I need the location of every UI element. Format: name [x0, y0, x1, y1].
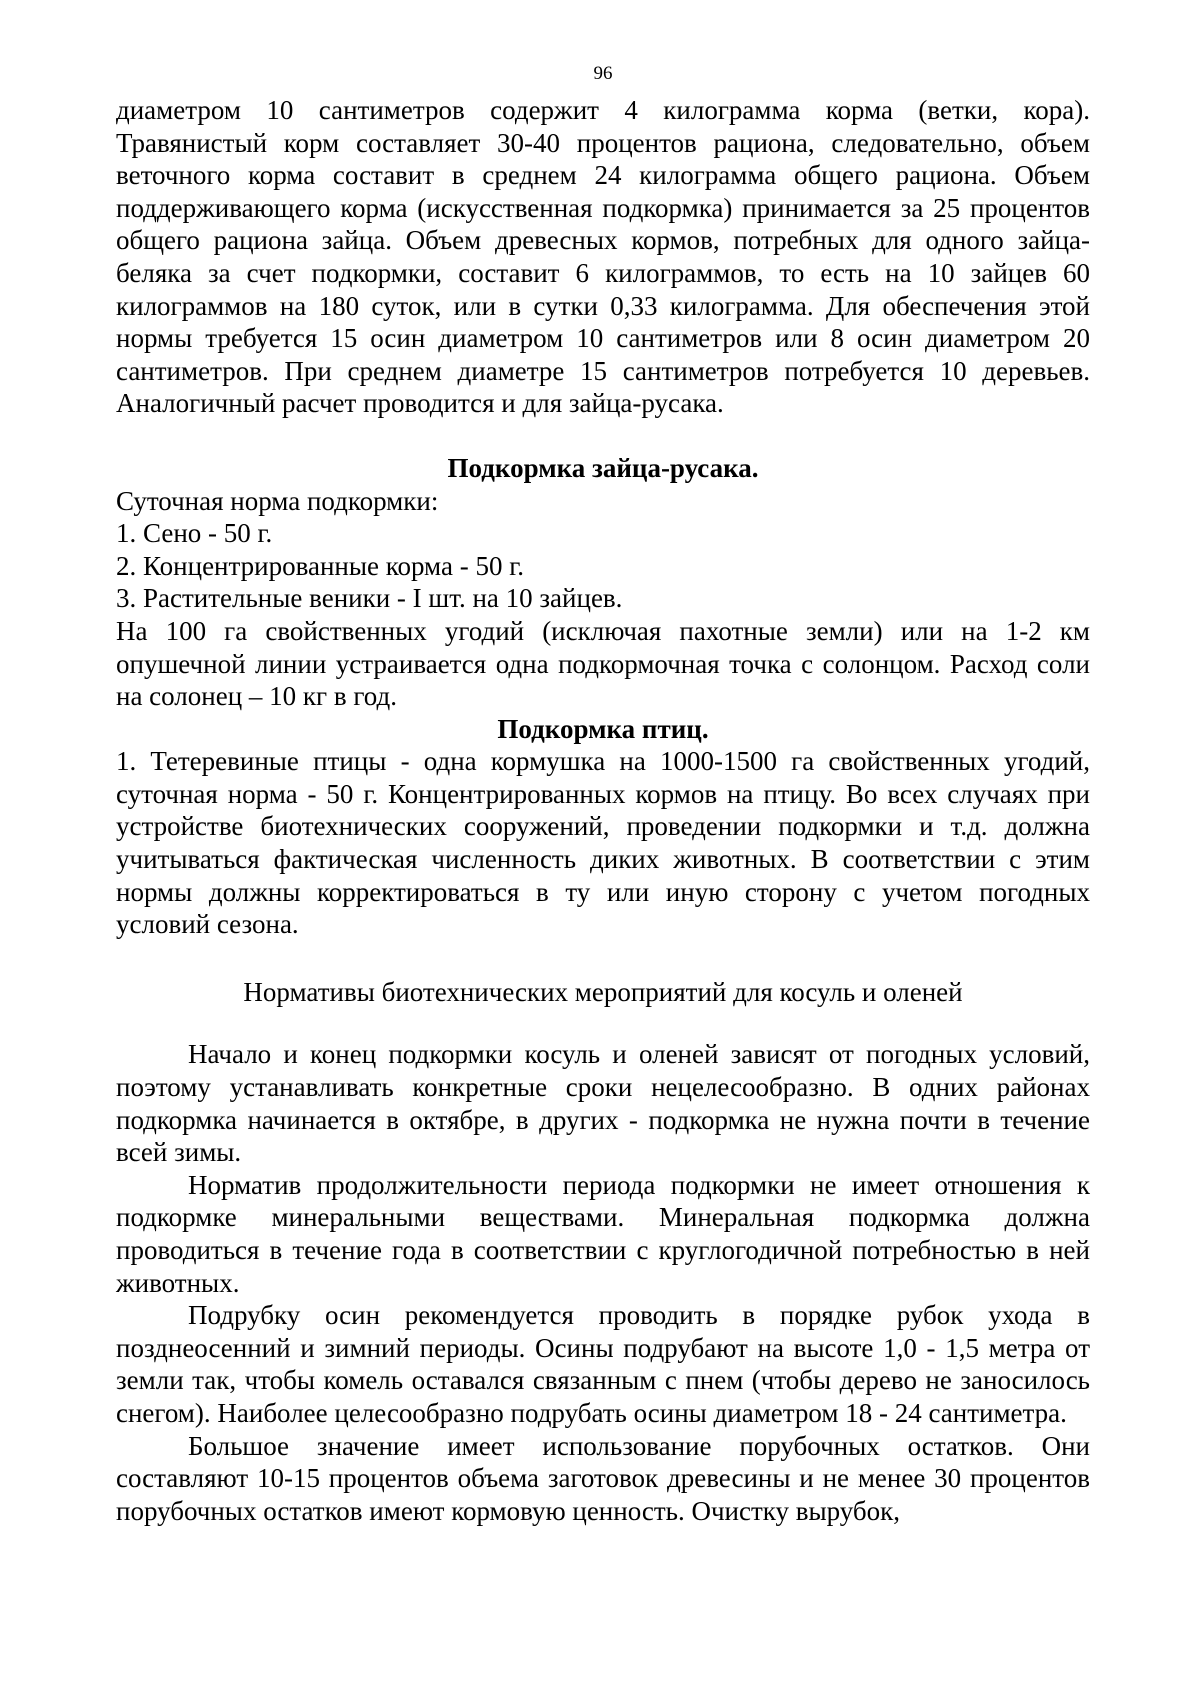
body-paragraph: Норматив продолжительности периода подкормки не имеет отношения к подкормке минеральными веществами. Минеральная подкормка должна проводиться в течение года в соответствии с круглогодичной потребностью в ней животных.	[116, 1169, 1090, 1298]
body-paragraph: Начало и конец подкормки косуль и оленей зависят от погодных условий, поэтому устанавливать конкретные сроки нецелесообразно. В одних районах подкормка начинается в октябре, в других - подкормка не нужна почти в течение всей зимы.	[116, 1039, 1090, 1168]
body-paragraph: Подрубку осин рекомендуется проводить в порядке рубок ухода в позднеосенний и зимний периоды. Осины подрубают на высоте 1,0 - 1,5 метра от земли так, чтобы комель оставался связанным с пнем (чтобы дерево не заносилось снегом). Наиболее целесообразно подрубать осины диаметром 18 - 24 сантиметра.	[116, 1300, 1090, 1428]
spacer	[116, 941, 1090, 976]
page-number: 96	[593, 63, 613, 84]
body-paragraph: диаметром 10 сантиметров содержит 4 килограмма корма (ветки, кора). Травянистый корм составляет 30-40 процентов рациона, следовательно, объем веточного корма составит в среднем 24 килограмма общего рациона. Объем поддерживающего корма (искусственная подкормка) принимается за 25 процентов общего рациона зайца. Объем древесных кормов, потребных для одного зайца-беляка за счет подкормки, составит 6 килограммов, то есть на 10 зайцев 60 килограммов на 180 суток, или в сутки 0,33 килограмма. Для обеспечения этой нормы требуется 15 осин диаметром 10 сантиметров или 8 осин диаметром 20 сантиметров. При среднем диаметре 15 сантиметров потребуется 10 деревьев. Аналогичный расчет проводится и для зайца-русака.	[116, 95, 1090, 419]
spacer	[116, 420, 1090, 452]
list-item: 1. Сено - 50 г.	[116, 518, 273, 549]
list-item: 3. Растительные веники - I шт. на 10 зайцев.	[116, 583, 623, 614]
daily-norm-intro: Суточная норма подкормки:	[116, 485, 439, 516]
section-heading-hare: Подкормка зайца-русака.	[447, 452, 759, 483]
body-paragraph: Большое значение имеет использование порубочных остатков. Они составляют 10-15 процентов объема заготовок древесины и не менее 30 процентов порубочных остатков имеют кормовую ценность. Очистку вырубок,	[116, 1430, 1090, 1526]
body-paragraph: На 100 га свойственных угодий (исключая пахотные земли) или на 1-2 км опушечной линии устраивается одна подкормочная точка с солонцом. Расход соли на солонец – 10 кг в год.	[116, 615, 1090, 712]
section-heading-birds: Подкормка птиц.	[497, 713, 709, 744]
section-heading-deer: Нормативы биотехнических мероприятий для косуль и оленей	[243, 976, 963, 1007]
body-paragraph: 1. Тетеревиные птицы - одна кормушка на 1000-1500 га свойственных угодий, суточная норма - 50 г. Концентрированных кормов на птицу. Во всех случаях при устройстве биотехнических сооружений, проведении подкормки и т.д. должна учитываться фактическая численность диких животных. В соответствии с этим нормы должны корректироваться в ту или иную сторону с учетом погодных условий сезона.	[116, 746, 1090, 940]
document-page	[116, 62, 1090, 1527]
spacer	[116, 1008, 1090, 1038]
list-item: 2. Концентрированные корма - 50 г.	[116, 550, 524, 581]
